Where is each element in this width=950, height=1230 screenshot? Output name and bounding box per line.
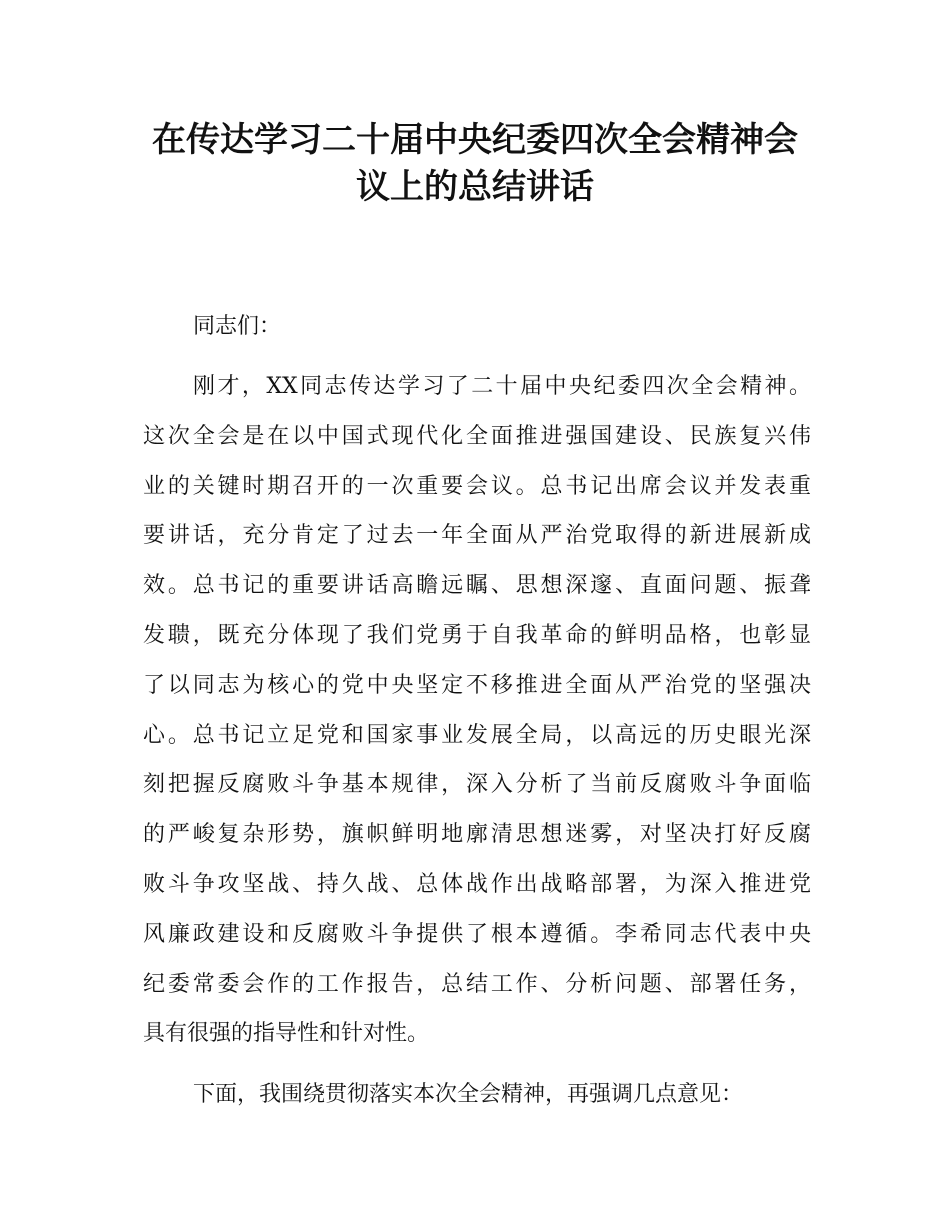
paragraph-line: 心。总书记立足党和国家事业发展全局，以高远的历史眼光深 (143, 722, 811, 748)
paragraph-line: 刚才，XX同志传达学习了二十届中央纪委四次全会精神。 (193, 374, 811, 399)
paragraph-line: 发聩，既充分体现了我们党勇于自我革命的鲜明品格，也彰显 (143, 623, 811, 648)
paragraph-line: 了以同志为核心的党中央坚定不移推进全面从严治党的坚强决 (143, 672, 811, 698)
paragraph-line: 纪委常委会作的工作报告，总结工作、分析问题、部署任务， (143, 971, 811, 997)
document-title (100, 117, 850, 211)
paragraph-line: 刻把握反腐败斗争基本规律，深入分析了当前反腐败斗争面临 (143, 772, 811, 798)
paragraph-line: 的严峻复杂形势，旗帜鲜明地廓清思想迷雾，对坚决打好反腐 (143, 822, 811, 848)
paragraph-line: 具有很强的指导性和针对性。 (143, 1021, 430, 1047)
paragraph-line: 效。总书记的重要讲话高瞻远瞩、思想深邃、直面问题、振聋 (143, 573, 811, 599)
paragraph-2: 下面，我围绕贯彻落实本次全会精神，再强调几点意见： (193, 1082, 744, 1107)
paragraph-line: 这次全会是在以中国式现代化全面推进强国建设、民族复兴伟 (143, 423, 811, 449)
paragraph-line: 败斗争攻坚战、持久战、总体战作出战略部署，为深入推进党 (143, 872, 811, 897)
title-line-2: 议上的总结讲话 (356, 167, 594, 207)
salutation: 同志们： (193, 314, 282, 339)
paragraph-line: 业的关键时期召开的一次重要会议。总书记出席会议并发表重 (143, 473, 811, 499)
paragraph-line: 要讲话，充分肯定了过去一年全面从严治党取得的新进展新成 (143, 523, 811, 549)
paragraph-line: 风廉政建设和反腐败斗争提供了根本遵循。李希同志代表中央 (143, 921, 811, 947)
title-line-1: 在传达学习二十届中央纪委四次全会精神会 (152, 120, 798, 160)
